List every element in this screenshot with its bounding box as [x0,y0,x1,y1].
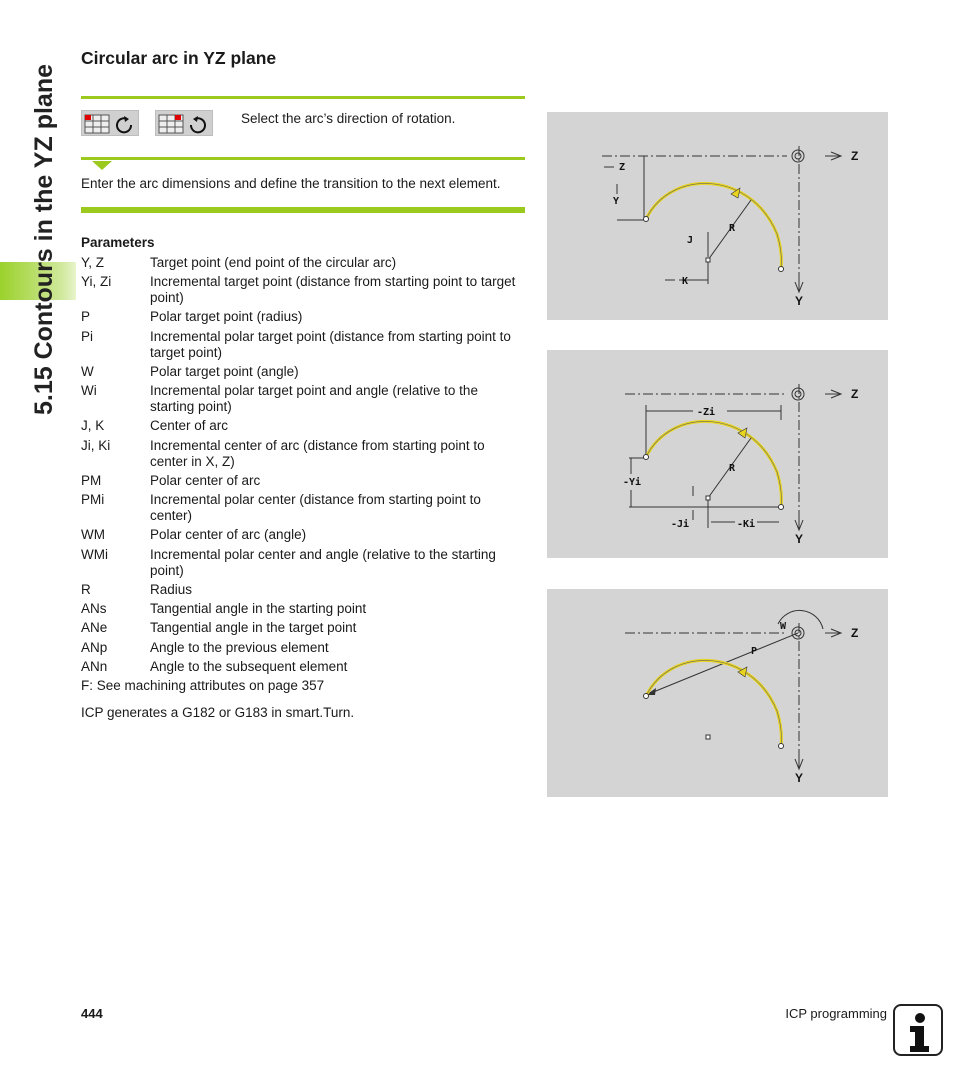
yi-label: -Yi [623,477,642,488]
z-axis-label: Z [851,387,859,401]
y-dim-label: Y [613,196,620,207]
param-desc: Incremental polar center and angle (relative to the starting point) [150,547,496,578]
param-code: ANp [81,640,108,655]
ji-label: -Ji [671,519,690,530]
param-desc: Tangential angle in the starting point [150,601,367,616]
parameters-title: Parameters [81,235,155,250]
param-code: R [81,582,91,597]
attributes-note: F: See machining attributes on page 357 [81,678,325,693]
arc-diagram-3 [547,589,888,797]
chapter-footer: ICP programming [785,1006,887,1021]
y-axis-label: Y [795,294,804,308]
param-code: ANn [81,659,108,674]
rotation-instruction: Select the arc’s direction of rotation. [241,111,456,126]
k-label: K [682,276,689,287]
param-code: Wi [81,383,97,398]
counterclockwise-arc-button[interactable] [155,110,213,136]
z-axis-label: Z [851,626,859,640]
bottom-rule [81,207,525,213]
param-desc: Tangential angle in the target point [150,620,357,635]
param-code: Y, Z [81,255,105,270]
section-heading: Circular arc in YZ plane [81,48,277,68]
param-code: Pi [81,329,94,344]
param-desc: Incremental center of arc (distance from starting point to center in X, Z) [150,438,485,469]
param-desc: Angle to the previous element [150,640,329,655]
param-code: W [81,364,94,379]
clockwise-arc-button[interactable] [81,110,139,136]
param-desc: Incremental polar target point and angle (relative to the starting point) [150,383,478,414]
ki-label: -Ki [737,519,756,530]
param-desc: Polar center of arc [150,473,261,488]
info-icon [893,1004,943,1056]
top-rule [81,96,525,99]
param-code: Yi, Zi [81,274,112,289]
param-code: Ji, Ki [81,438,111,453]
param-code: PM [81,473,102,488]
param-code: ANs [81,601,107,616]
z-axis-label: Z [851,149,859,163]
pointer-triangle [92,161,112,170]
param-desc: Incremental target point (distance from starting point to target point) [150,274,516,305]
y-axis-label: Y [795,532,804,546]
middle-rule [81,157,525,160]
arc-diagram-2 [547,350,888,558]
param-desc: Radius [150,582,193,597]
param-desc: Polar target point (radius) [150,309,303,324]
param-code: ANe [81,620,108,635]
generates-note: ICP generates a G182 or G183 in smart.Turn. [81,705,355,720]
figure-target-point [547,112,888,320]
w-label: W [780,621,787,632]
p-label: P [751,646,758,657]
param-desc: Target point (end point of the circular arc) [150,255,397,270]
param-desc: Polar target point (angle) [150,364,299,379]
param-code: WMi [81,547,108,562]
intro-text: Enter the arc dimensions and define the transition to the next element. [81,176,501,191]
param-desc: Incremental polar target point (distance from starting point to target point) [150,329,511,360]
y-axis-label: Y [795,771,804,785]
figure-polar [547,589,888,797]
figure-incremental [547,350,888,558]
j-label: J [687,235,694,246]
param-code: WM [81,527,105,542]
chapter-side-title: 5.15 Contours in the YZ plane [30,64,58,415]
param-desc: Center of arc [150,418,229,433]
z-dim-label: Z [619,162,626,173]
param-code: P [81,309,91,324]
param-desc: Incremental polar center (distance from starting point to center) [150,492,481,523]
page-number: 444 [81,1006,103,1021]
arc-cw-icon [82,111,140,137]
arc-diagram-1 [547,112,888,320]
r-label: R [729,223,736,234]
r-label: R [729,463,736,474]
param-desc: Angle to the subsequent element [150,659,348,674]
param-desc: Polar center of arc (angle) [150,527,307,542]
param-code: J, K [81,418,105,433]
zi-label: -Zi [697,407,716,418]
param-code: PMi [81,492,105,507]
arc-ccw-icon [156,111,214,137]
